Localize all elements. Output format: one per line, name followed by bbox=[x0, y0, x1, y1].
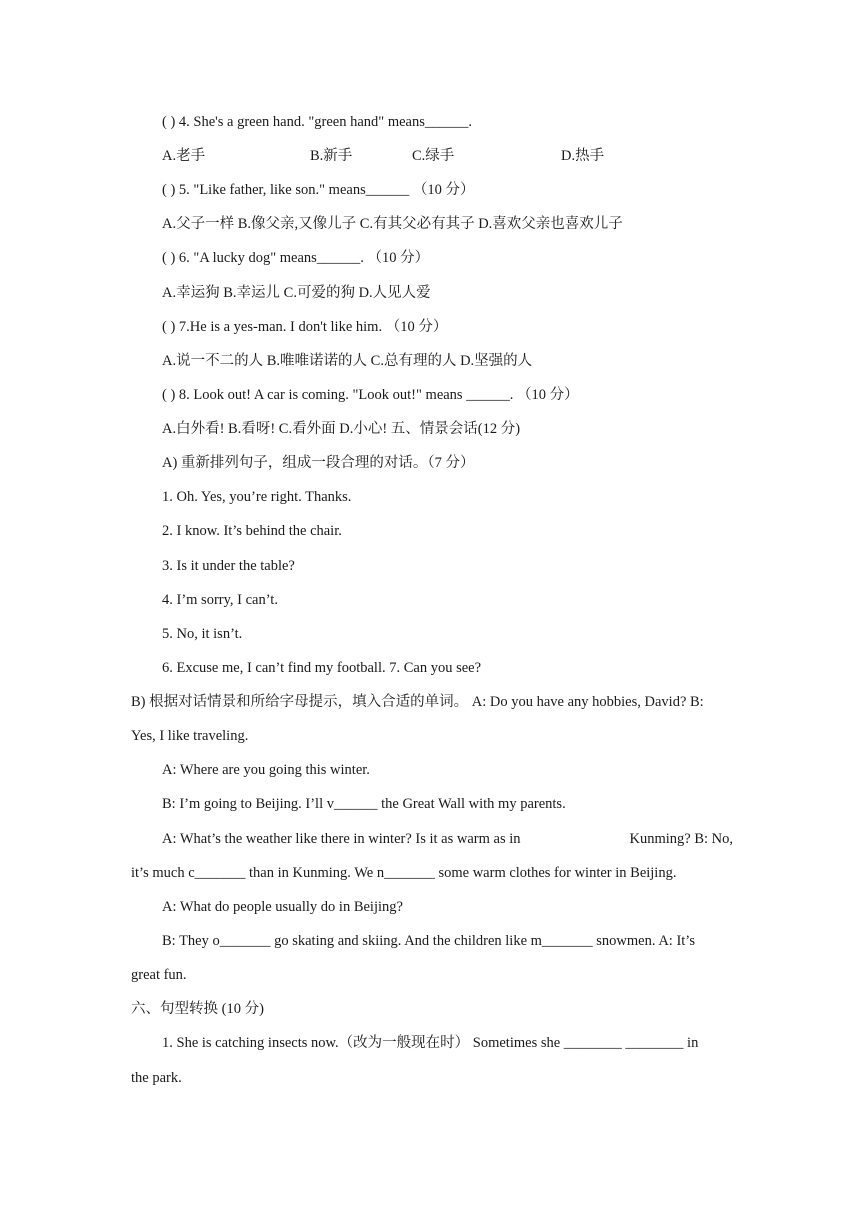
section-a-line-5: 5. No, it isn’t. bbox=[162, 626, 243, 642]
section-b-line-6: B: They o_______ go skating and skiing. And the children like m_______ snowmen. A: It’s bbox=[162, 933, 695, 949]
question-8-options: A.白外看! B.看呀! C.看外面 D.小心! 五、情景会话(12 分) bbox=[162, 421, 521, 437]
section-a-line-4: 4. I’m sorry, I can’t. bbox=[162, 592, 278, 608]
section-a-line-1: 1. Oh. Yes, you’re right. Thanks. bbox=[162, 489, 352, 505]
question-6-options: A.幸运狗 B.幸运儿 C.可爱的狗 D.人见人爱 bbox=[162, 285, 431, 301]
section-b-line-7: great fun. bbox=[131, 967, 187, 983]
section-b-line-4: it’s much c_______ than in Kunming. We n_______ some warm clothes for winter in Beijing. bbox=[131, 865, 677, 881]
section-6-q1: 1. She is catching insects now.（改为一般现在时） Sometimes she ________ ________ in bbox=[162, 1035, 699, 1051]
question-4-stem: ( ) 4. She's a green hand. "green hand" means______. bbox=[162, 114, 473, 130]
section-b-line-1: A: Where are you going this winter. bbox=[162, 762, 370, 778]
section-b-line-3-right: Kunming? B: No, bbox=[629, 831, 733, 847]
q4-option-a: A.老手 bbox=[162, 148, 206, 164]
section-a-line-2: 2. I know. It’s behind the chair. bbox=[162, 523, 342, 539]
question-6-stem: ( ) 6. "A lucky dog" means______. （10 分） bbox=[162, 250, 430, 266]
section-6-title: 六、句型转换 (10 分) bbox=[131, 1001, 264, 1017]
question-5-stem: ( ) 5. "Like father, like son." means______ （10 分） bbox=[162, 182, 475, 198]
section-a-title: A) 重新排列句子，组成一段合理的对话。（7 分） bbox=[162, 455, 475, 471]
q4-option-d: D.热手 bbox=[561, 148, 605, 164]
section-b-title: B) 根据对话情景和所给字母提示，填入合适的单词。 A: Do you have any hobbies, David? B: bbox=[131, 694, 704, 710]
section-b-title-cont: Yes, I like traveling. bbox=[131, 728, 249, 744]
section-b-line-5: A: What do people usually do in Beijing? bbox=[162, 899, 403, 915]
q4-option-b: B.新手 bbox=[310, 148, 353, 164]
q4-option-c: C.绿手 bbox=[412, 148, 455, 164]
section-a-line-6: 6. Excuse me, I can’t find my football. 7. Can you see? bbox=[162, 660, 482, 676]
section-a-line-3: 3. Is it under the table? bbox=[162, 558, 295, 574]
question-7-stem: ( ) 7.He is a yes-man. I don't like him. （10 分） bbox=[162, 319, 448, 335]
section-b-line-3 bbox=[162, 829, 733, 849]
section-6-q1-cont: the park. bbox=[131, 1070, 182, 1086]
question-4-options bbox=[0, 146, 865, 166]
question-5-options: A.父子一样 B.像父亲,又像儿子 C.有其父必有其子 D.喜欢父亲也喜欢儿子 bbox=[162, 216, 623, 232]
question-7-options: A.说一不二的人 B.唯唯诺诺的人 C.总有理的人 D.坚强的人 bbox=[162, 353, 533, 369]
section-b-line-2: B: I’m going to Beijing. I’ll v______ the Great Wall with my parents. bbox=[162, 796, 566, 812]
section-b-line-3-left: A: What’s the weather like there in winter? Is it as warm as in bbox=[162, 831, 521, 847]
question-8-stem: ( ) 8. Look out! A car is coming. "Look out!" means ______. （10 分） bbox=[162, 387, 579, 403]
